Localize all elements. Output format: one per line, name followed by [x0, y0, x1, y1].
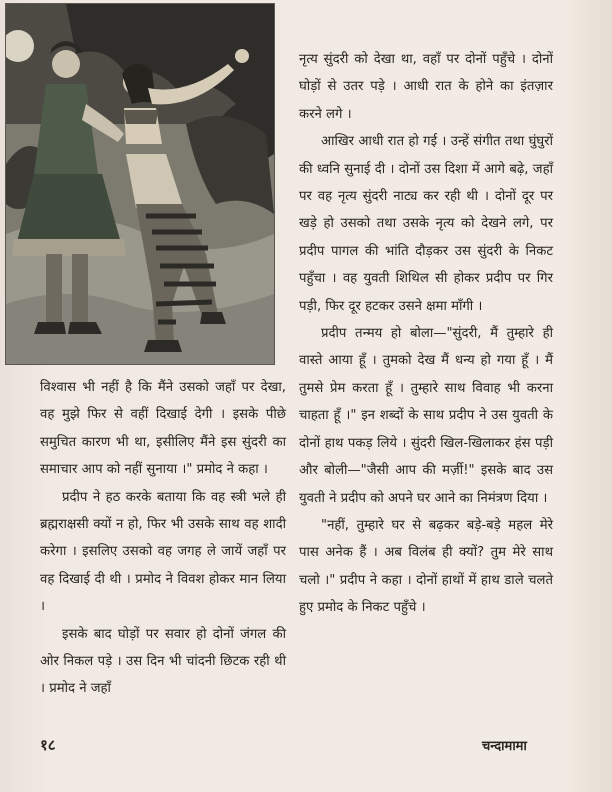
paragraph: "नहीं, तुम्हारे घर से बढ़कर बड़े-बड़े महल मेरे पास अनेक हैं । अब विलंब ही क्यों? तुम मेरे साथ चलो ।" प्रदीप ने कहा । दोनों हाथों में हाथ डाले चलते हुए प्रमोद के निकट पहुँचे ।: [299, 517, 553, 616]
paragraph: नृत्य सुंदरी को देखा था, वहाँ पर दोनों पहुँचे । दोनों घोड़ों से उतर पड़े । आधी रात के होने का इंतज़ार करने लगे ।: [299, 52, 553, 122]
prince-and-dancer-illustration: [6, 4, 274, 364]
paragraph: आखिर आधी रात हो गई । उन्हें संगीत तथा घुंघुरों की ध्वनि सुनाई दी । दोनों उस दिशा में आगे बढ़े, जहाँ पर वह नृत्य सुंदरी नाट्य कर रही थी । दोनों दूर पर खड़े हो उसको तथा उसके नृत्य को देखने लगे, पर प्रदीप पागल की भांति दौड़कर उस सुंदरी के निकट पहुँचा । वह युवती शिथिल सी होकर प्रदीप पर गिर पड़ी, फिर दूर हटकर उसने क्षमा माँगी ।: [299, 134, 553, 314]
paragraph: विश्वास भी नहीं है कि मैंने उसको जहाँ पर देखा, वह मुझे फिर से वहीं दिखाई देगी । इसके पीछे समुचित कारण भी था, इसीलिए मैंने इस सुंदरी का समाचार आप को नहीं सुनाया ।" प्रमोद ने कहा ।: [40, 380, 286, 478]
story-illustration: [5, 3, 275, 365]
paragraph: इसके बाद घोड़ों पर सवार हो दोनों जंगल की ओर निकल पड़े । उस दिन भी चांदनी छिटक रही थी । प्रमोद ने जहाँ: [40, 626, 286, 697]
right-text-column: [299, 46, 553, 622]
page-number: १८: [40, 736, 56, 754]
paragraph: प्रदीप तन्मय हो बोला—"सुंदरी, मैं तुम्हारे ही वास्ते आया हूँ । तुमको देख मैं धन्य हो गया हूँ । मैं तुमसे प्रेम करता हूँ । तुम्हारे साथ विवाह भी करना चाहता हूँ ।" इन शब्दों के साथ प्रदीप ने उस युवती के दोनों हाथ पकड़ लिये । सुंदरी खिल-खिलाकर हंस पड़ी और बोली—"जैसी आप की मर्ज़ी!" इसके बाद उस युवती ने प्रदीप को अपने घर आने का निमंत्रण दिया ।: [299, 326, 553, 506]
paragraph: प्रदीप ने हठ करके बताया कि वह स्त्री भले ही ब्रह्मराक्षसी क्यों न हो, फिर भी उसके साथ वह शादी करेगा । इसलिए उसको वह जगह ले जायें जहाँ पर वह दिखाई दी थी । प्रमोद ने विवश होकर मान लिया ।: [40, 489, 286, 615]
left-text-column: [40, 374, 286, 703]
magazine-name: चन्दामामा: [482, 739, 527, 754]
